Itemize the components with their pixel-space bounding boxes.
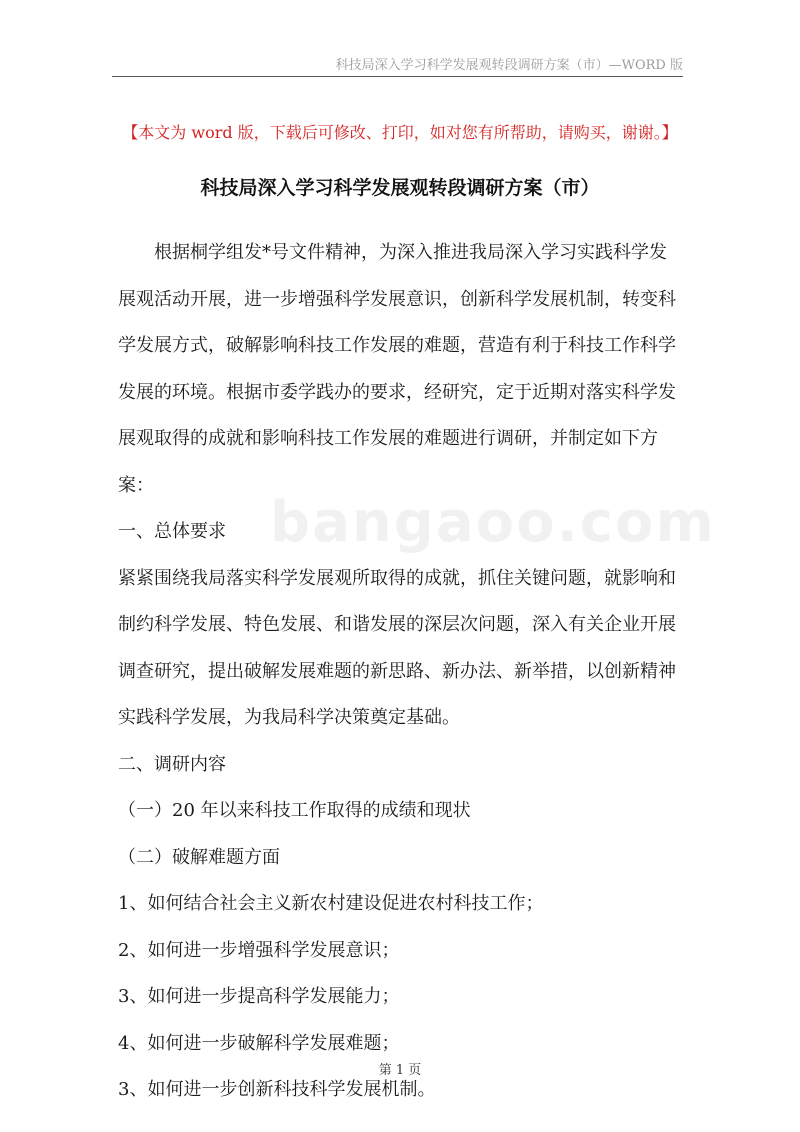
intro-paragraph: 根据桐学组发*号文件精神，为深入推进我局深入学习实践科学发展观活动开展，进一步增强科学发展意识，创新科学发展机制，转变科学发展方式，破解影响科技工作发展的难题，营造有利于科技工作科学发展的环境。根据市委学践办的要求，经研究，定于近期对落实科学发展观取得的成就和影响科技工作发展的难题进行调研，并制定如下方案： [118,242,676,496]
list-item: 3、如何进一步创新科技科学发展机制。 [118,1079,436,1100]
list-item: 2、如何进一步增强科学发展意识； [118,939,400,961]
download-notice: 【本文为 word 版，下载后可修改、打印，如对您有所帮助，请购买，谢谢。】 [122,123,678,142]
section-heading-content: 二、调研内容 [118,753,226,775]
watermark-logo: bangaoo.com [270,490,716,555]
header-divider [112,76,683,77]
list-item: 4、如何进一步破解科学发展难题； [118,1032,400,1054]
subsection-achievements: （一）20 年以来科技工作取得的成绩和现状 [118,800,471,821]
subsection-problems: （二）破解难题方面 [118,846,280,868]
document-body [118,230,684,1114]
header-title: 科技局深入学习科学发展观转段调研方案（市）—WORD 版 [335,58,683,73]
page-number: 第 1 页 [378,1063,422,1078]
section-heading-requirements: 一、总体要求 [118,521,226,542]
document-title: 科技局深入学习科学发展观转段调研方案（市） [200,177,600,199]
list-item: 1、如何结合社会主义新农村建设促进农村科技工作； [118,893,544,914]
list-item: 3、如何进一步提高科学发展能力； [118,986,400,1007]
requirements-paragraph: 紧紧围绕我局落实科学发展观所取得的成就，抓住关键问题，就影响和制约科学发展、特色发展、和谐发展的深层次问题，深入有关企业开展调查研究，提出破解发展难题的新思路、新办法、新举措，以创新精神实践科学发展，为我局科学决策奠定基础。 [118,567,676,728]
